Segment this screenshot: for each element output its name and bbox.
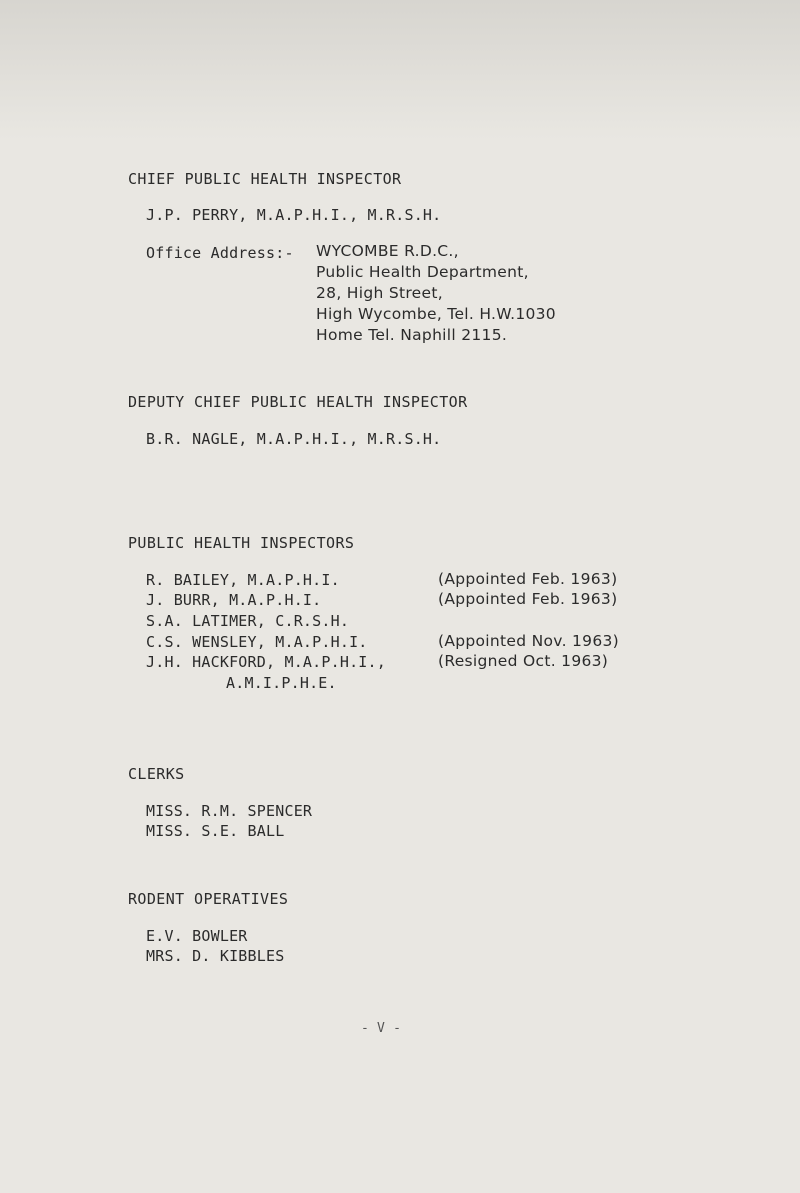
deputy-heading: DEPUTY CHIEF PUBLIC HEALTH INSPECTOR [128, 393, 468, 411]
inspector-name-1: R. BAILEY, M.A.P.H.I. [146, 571, 340, 589]
inspector-note-5: (Resigned Oct. 1963) [438, 652, 609, 670]
address-line-2: Public Health Department, [316, 263, 529, 281]
address-line-4: High Wycombe, Tel. H.W.1030 [316, 305, 556, 323]
inspector-note-2: (Appointed Feb. 1963) [438, 590, 618, 608]
inspectors-heading: PUBLIC HEALTH INSPECTORS [128, 534, 355, 552]
chief-name: J.P. PERRY, M.A.P.H.I., M.R.S.H. [146, 206, 442, 224]
rodent-name-2: MRS. D. KIBBLES [146, 947, 285, 965]
rodent-name-1: E.V. BOWLER [146, 927, 248, 945]
office-address-label: Office Address:- [146, 244, 294, 262]
clerks-heading: CLERKS [128, 765, 185, 783]
deputy-name: B.R. NAGLE, M.A.P.H.I., M.R.S.H. [146, 430, 442, 448]
inspector-note-1: (Appointed Feb. 1963) [438, 570, 618, 588]
address-line-5: Home Tel. Naphill 2115. [316, 326, 508, 344]
page-number: - V - [361, 1021, 402, 1036]
inspector-name-5-continuation: A.M.I.P.H.E. [226, 674, 337, 692]
inspector-name-2: J. BURR, M.A.P.H.I. [146, 591, 322, 609]
show-through-bleed [0, 0, 800, 140]
rodent-heading: RODENT OPERATIVES [128, 890, 289, 908]
address-line-3: 28, High Street, [316, 284, 443, 302]
clerk-name-1: MISS. R.M. SPENCER [146, 802, 313, 820]
inspector-name-4: C.S. WENSLEY, M.A.P.H.I. [146, 633, 368, 651]
inspector-name-3: S.A. LATIMER, C.R.S.H. [146, 612, 350, 630]
chief-heading: CHIEF PUBLIC HEALTH INSPECTOR [128, 170, 402, 188]
inspector-note-4: (Appointed Nov. 1963) [438, 632, 620, 650]
inspector-name-5: J.H. HACKFORD, M.A.P.H.I., [146, 653, 386, 671]
address-line-1: WYCOMBE R.D.C., [316, 242, 459, 260]
clerk-name-2: MISS. S.E. BALL [146, 822, 285, 840]
